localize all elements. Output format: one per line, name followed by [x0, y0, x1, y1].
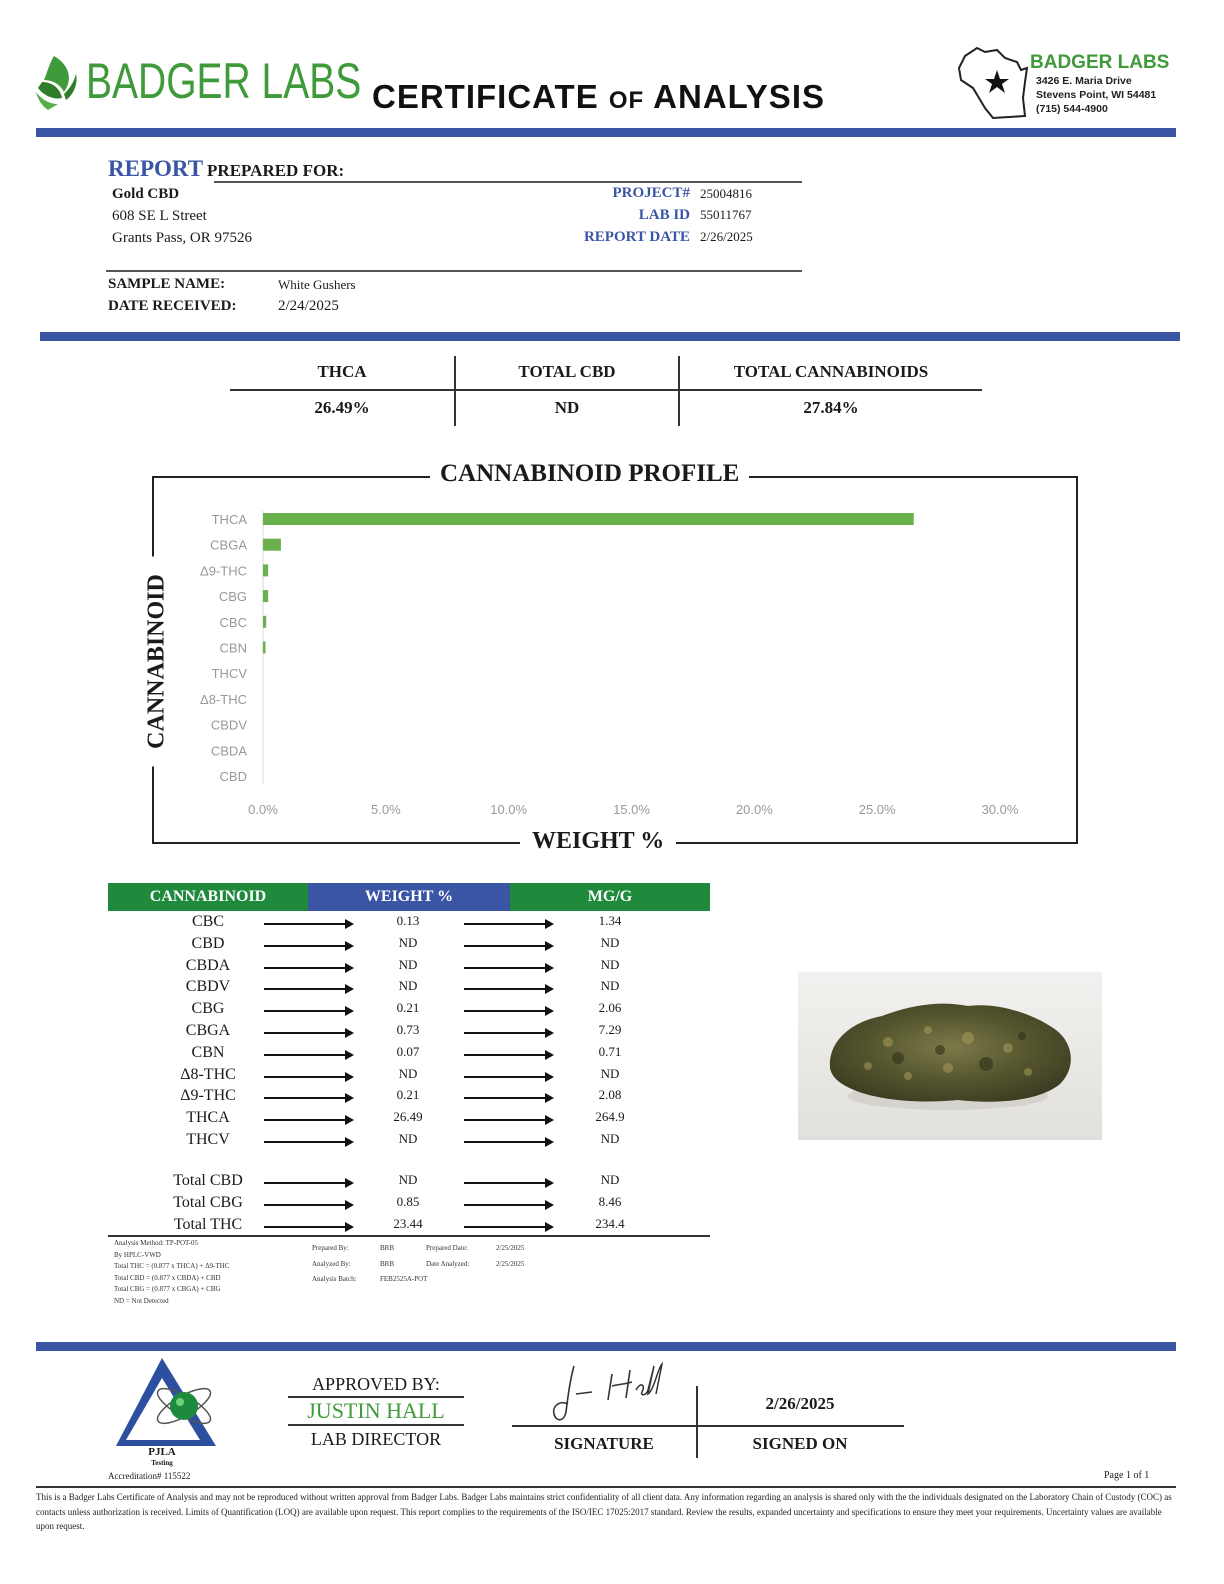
arrow-icon [464, 1182, 552, 1184]
summary-header-total-cbd: TOTAL CBD [518, 362, 616, 381]
weight-percent-value: 26.49 [393, 1109, 423, 1125]
arrow-icon [464, 967, 552, 969]
method-note: ND = Not Detected [114, 1296, 169, 1305]
chart-category-label: CBN [219, 640, 247, 656]
sample-name-label: SAMPLE NAME: [108, 276, 226, 292]
summary-divider-1 [454, 356, 456, 426]
arrow-icon [464, 1010, 552, 1012]
table-row [108, 935, 710, 957]
summary-divider-2 [678, 356, 680, 426]
arrow-icon [464, 1076, 552, 1078]
approver-title: LAB DIRECTOR [310, 1429, 442, 1449]
method-note: Total THC = (0.877 x THCA) + Δ9-THC [114, 1262, 230, 1270]
pjla-name: PJLA [148, 1446, 176, 1458]
arrow-icon [464, 1204, 552, 1206]
lab-address-street: 3426 E. Maria Drive [1036, 75, 1132, 87]
arrow-icon [464, 1054, 552, 1056]
weight-percent-value: 0.13 [396, 913, 420, 928]
approved-by-label: APPROVED BY: [288, 1374, 464, 1398]
table-row [108, 1022, 710, 1044]
weight-percent-value: ND [398, 1131, 418, 1146]
arrow-icon [264, 1010, 352, 1012]
chart-category-label: CBDV [210, 717, 247, 733]
chart-bar [263, 590, 268, 602]
arrow-icon [464, 1097, 552, 1099]
mg-per-g-value: ND [600, 1172, 620, 1187]
table-row [108, 913, 710, 935]
chart-bar [263, 513, 914, 525]
report-heading-rule [214, 181, 802, 183]
cannabinoid-name: CBD [191, 934, 225, 952]
mg-per-g-value: ND [600, 1131, 620, 1146]
prepared-by-value: BRB [380, 1244, 395, 1252]
arrow-icon [464, 1119, 552, 1121]
table-row [108, 957, 710, 979]
cannabinoid-name: Total THC [173, 1215, 243, 1233]
signature-label: SIGNATURE [554, 1434, 654, 1453]
client-city: Grants Pass, OR 97526 [112, 230, 253, 246]
analysis-batch-label: Analysis Batch: [312, 1275, 357, 1283]
arrow-icon [464, 1141, 552, 1143]
weight-percent-value: ND [398, 1065, 418, 1081]
client-street: 608 SE L Street [112, 208, 207, 224]
signature-divider [696, 1386, 698, 1458]
table-row [108, 1044, 710, 1066]
analysis-batch-value: FEB2525A-POT [380, 1275, 428, 1283]
lab-address-block [1030, 52, 1169, 116]
lab-address-city: Stevens Point, WI 54481 [1036, 89, 1157, 101]
prepared-for-label: PREPARED FOR: [207, 161, 345, 180]
weight-percent-value: ND [398, 956, 418, 972]
arrow-icon [464, 1032, 552, 1034]
method-note: Analysis Method: TP-POT-05 [114, 1239, 199, 1247]
method-note: Total CBD = (0.877 x CBDA) + CBD [114, 1273, 221, 1282]
pjla-accreditation-logo-icon [112, 1356, 222, 1448]
disclaimer-rule [36, 1486, 1176, 1488]
arrow-icon [264, 1054, 352, 1056]
mg-per-g-value: ND [600, 934, 620, 950]
lab-address-name: BADGER LABS [1030, 52, 1170, 73]
cannabinoid-name: CBG [191, 1000, 225, 1018]
cannabinoid-name: Total CBD [173, 1172, 243, 1189]
report-word: REPORT [108, 156, 204, 181]
summary-value-total-cbd: ND [554, 398, 580, 417]
total-row [108, 1194, 710, 1216]
table-row [108, 1087, 710, 1109]
arrow-icon [264, 1141, 352, 1143]
mg-per-g-value: ND [600, 956, 620, 972]
mg-per-g-value: 0.71 [598, 1043, 622, 1059]
cannabinoid-name: THCA [186, 1109, 230, 1127]
table-row [108, 1109, 710, 1131]
analyzed-by-label: Analyzed By: [312, 1259, 351, 1268]
weight-percent-value: 23.44 [393, 1215, 423, 1231]
chart-x-tick-label: 25.0% [858, 802, 896, 817]
cannabinoid-profile-chart [152, 476, 1078, 844]
chart-category-label: CBD [219, 769, 247, 784]
arrow-icon [264, 1032, 352, 1034]
cannabis-bud-image [798, 972, 1102, 1140]
weight-percent-value: 0.21 [396, 1000, 420, 1016]
report-date-label: REPORT DATE [583, 229, 690, 245]
date-analyzed-label: Date Analyzed: [426, 1259, 470, 1268]
arrow-icon [264, 1076, 352, 1078]
method-note: By HPLC-VWD [114, 1250, 161, 1259]
client-name: Gold CBD [112, 186, 180, 202]
chart-x-tick-label: 15.0% [613, 802, 650, 817]
prepared-by-label: Prepared By: [312, 1244, 349, 1252]
sample-photo [798, 972, 1102, 1140]
cannabinoid-name: CBDA [185, 956, 231, 974]
summary-table [230, 356, 982, 426]
title-part-of: OF [608, 87, 645, 114]
prepared-date-label: Prepared Date: [426, 1244, 468, 1252]
arrow-icon [264, 1097, 352, 1099]
arrow-icon [264, 923, 352, 925]
table-row [108, 1066, 710, 1088]
lab-id-label: LAB ID [638, 207, 690, 223]
cannabinoid-name: CBDV [185, 978, 231, 996]
header-divider [36, 128, 1176, 137]
mg-per-g-value: 234.4 [595, 1215, 625, 1231]
chart-x-tick-label: 0.0% [248, 802, 278, 817]
cannabinoid-name: CBC [191, 913, 224, 930]
results-header-cannabinoid: CANNABINOID [108, 883, 308, 911]
title-part-analysis: ANALYSIS [653, 78, 825, 115]
chart-y-axis-title: CANNABINOID [144, 557, 171, 767]
table-row [108, 1000, 710, 1022]
arrow-icon [264, 967, 352, 969]
arrow-icon [464, 1226, 552, 1228]
date-analyzed-value: 2/25/2025 [496, 1259, 525, 1268]
weight-percent-value: 0.07 [396, 1043, 420, 1059]
report-date-value: 2/26/2025 [700, 229, 753, 244]
wisconsin-map-icon [955, 42, 1033, 122]
title-part-certificate: CERTIFICATE [372, 78, 599, 115]
summary-value-total-cannabinoids: 27.84% [803, 398, 859, 417]
weight-percent-value: 0.85 [396, 1193, 420, 1209]
date-received-label: DATE RECEIVED: [108, 298, 237, 314]
summary-header-total-cannabinoids: TOTAL CANNABINOIDS [733, 362, 929, 381]
arrow-icon [264, 1226, 352, 1228]
mg-per-g-value: 1.34 [598, 913, 622, 928]
mg-per-g-value: 8.46 [598, 1193, 622, 1209]
chart-category-label: Δ8-THC [200, 691, 247, 707]
summary-header-thca: THCA [317, 362, 367, 381]
project-number-label: PROJECT# [612, 185, 690, 201]
arrow-icon [464, 988, 552, 990]
project-number-value: 25004816 [700, 186, 752, 201]
mg-per-g-value: 2.06 [598, 1000, 622, 1016]
prepared-date-value: 2/25/2025 [496, 1244, 525, 1252]
method-notes [114, 1238, 314, 1307]
chart-x-tick-label: 20.0% [735, 802, 773, 817]
method-note: Total CBG = (0.877 x CBGA) + CBG [114, 1285, 221, 1293]
page-number: Page 1 of 1 [1104, 1470, 1150, 1481]
chart-x-axis-title: WEIGHT % [520, 828, 676, 855]
chart-category-label: CBDA [210, 743, 247, 759]
report-prepared-for-heading [108, 156, 344, 182]
chart-category-label: THCV [211, 666, 247, 682]
arrow-icon [264, 988, 352, 990]
signed-date: 2/26/2025 [765, 1394, 835, 1413]
chart-category-label: Δ9-THC [200, 563, 247, 579]
report-divider [40, 332, 1180, 341]
mg-per-g-value: ND [600, 978, 620, 994]
cannabinoid-name: Δ9-THC [180, 1087, 236, 1105]
chart-x-tick-label: 5.0% [371, 802, 401, 817]
weight-percent-value: ND [398, 978, 418, 994]
sample-name-value: White Gushers [278, 277, 356, 292]
lab-address-phone: (715) 544-4900 [1036, 103, 1108, 115]
cannabinoid-name: THCV [186, 1131, 230, 1148]
chart-x-tick-label: 30.0% [981, 802, 1019, 817]
chart-category-label: CBGA [210, 537, 247, 553]
pjla-sub: Testing [151, 1459, 173, 1467]
lab-id-value: 55011767 [700, 207, 752, 222]
date-received-value: 2/24/2025 [278, 298, 339, 314]
summary-header-rule [230, 389, 982, 391]
arrow-icon [464, 945, 552, 947]
handwritten-signature [550, 1360, 670, 1426]
chart-category-label: THCA [211, 512, 247, 527]
chart-x-tick-label: 10.0% [490, 802, 528, 817]
table-row [108, 978, 710, 1000]
results-header-weight: WEIGHT % [308, 883, 510, 911]
brand-name: BADGER LABS [86, 53, 362, 109]
cannabinoid-name: Δ8-THC [180, 1065, 236, 1083]
total-row [108, 1172, 710, 1194]
mg-per-g-value: ND [600, 1065, 620, 1081]
arrow-icon [464, 923, 552, 925]
arrow-icon [264, 1204, 352, 1206]
weight-percent-value: ND [398, 934, 418, 950]
chart-bar [263, 616, 266, 628]
chart-bar [263, 539, 281, 551]
analyst-notes [312, 1241, 572, 1288]
arrow-icon [264, 945, 352, 947]
chart-category-label: CBC [219, 614, 247, 630]
cannabinoid-name: CBGA [185, 1022, 231, 1039]
chart-bar [263, 564, 268, 576]
signed-on-label: SIGNED ON [752, 1434, 848, 1453]
results-header-mg: MG/G [510, 883, 710, 911]
mg-per-g-value: 2.08 [598, 1087, 622, 1103]
approver-name: JUSTIN HALL [288, 1398, 464, 1426]
document-title [372, 78, 825, 116]
mg-per-g-value: 264.9 [595, 1109, 625, 1125]
footer-divider [36, 1342, 1176, 1351]
signature-rule [512, 1425, 904, 1427]
cannabinoid-name: Total CBG [173, 1193, 243, 1211]
report-info-rule [106, 270, 802, 272]
chart-category-label: CBG [218, 589, 247, 605]
weight-percent-value: 0.21 [396, 1087, 420, 1103]
table-row [108, 1131, 710, 1153]
arrow-icon [264, 1119, 352, 1121]
cannabinoid-name: CBN [191, 1043, 225, 1061]
disclaimer-text: This is a Badger Labs Certificate of Analysis and may not be reproduced without written approval from Badger Labs. Badger Labs maintains strict confidentiality of all client data. Any information regarding an analysis is shared only with the the individuals designated on the Laboratory Chain of Custody (COC) as contacts unless authorization is received. Limits of Quantification (LOQ) are available upon request. This report complies to the requirements of the ISO/IEC 17025:2017 standard. Review the results, expanded uncertainty and specifications to ensure they meet your requirements. Uncertainty values are available upon request. [36, 1492, 1172, 1531]
analyzed-by-value: BRB [380, 1259, 395, 1268]
mg-per-g-value: 7.29 [598, 1022, 622, 1037]
summary-value-thca: 26.49% [314, 398, 370, 417]
weight-percent-value: 0.73 [396, 1022, 420, 1037]
chart-title: CANNABINOID PROFILE [430, 460, 749, 488]
arrow-icon [264, 1182, 352, 1184]
results-bottom-rule [108, 1235, 710, 1237]
badger-leaf-logo-icon [34, 54, 78, 110]
chart-bar [263, 642, 266, 654]
accreditation-number: Accreditation# 115522 [108, 1471, 191, 1481]
weight-percent-value: ND [398, 1172, 418, 1187]
